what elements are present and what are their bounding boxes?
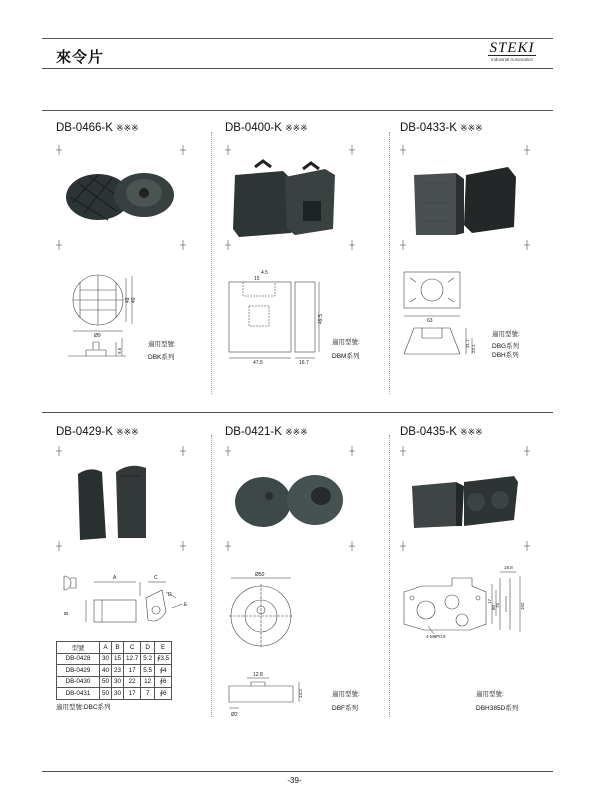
table-cell: 15	[112, 653, 124, 665]
technical-drawing	[400, 566, 530, 640]
table-cell: 17	[124, 665, 141, 677]
technical-drawing	[400, 268, 500, 363]
table-cell: 5.5	[141, 665, 155, 677]
dim-label: 15	[254, 276, 260, 282]
dim-label: 63	[427, 318, 433, 324]
table-row	[57, 665, 172, 677]
page-title: 來令片	[56, 49, 105, 66]
table-header: 型號	[57, 642, 100, 654]
dim-label: 16.7	[299, 360, 309, 366]
technical-drawing	[225, 574, 325, 724]
product-code: DB-0429-K ※※※	[56, 426, 139, 438]
spec-table	[56, 641, 172, 700]
table-cell: 30	[100, 653, 112, 665]
table-header: A	[100, 642, 112, 654]
product-code: DB-0466-K ※※※	[56, 122, 139, 134]
applicable-label: 適用型號:	[332, 691, 360, 698]
dim-label: 80	[491, 604, 496, 610]
dim-label: Ø50	[255, 572, 265, 578]
table-header: D	[141, 642, 155, 654]
dim-label: D	[168, 592, 172, 598]
technical-drawing	[225, 266, 335, 366]
table-cell: DB-0431	[57, 688, 100, 700]
table-header: B	[112, 642, 124, 654]
section-rule-1	[42, 110, 553, 111]
dim-label: Ø2	[231, 712, 238, 718]
dim-label: 31.7	[465, 339, 470, 348]
applicable-value: DBH385D系列	[476, 705, 519, 712]
applicable-models	[476, 690, 518, 713]
applicable-models	[148, 340, 176, 362]
table-cell: 50	[100, 676, 112, 688]
applicable-value: DBG系列	[492, 343, 520, 350]
technical-drawing	[56, 568, 196, 640]
dim-label: 47.5	[253, 360, 263, 366]
dim-label: 9.5	[117, 347, 122, 354]
applicable-value: DBK系列	[148, 354, 175, 361]
table-cell: 22	[124, 676, 141, 688]
applicable-label: 適用型號:	[56, 704, 84, 711]
applicable-models	[56, 703, 111, 712]
product-code: DB-0421-K ※※※	[225, 426, 308, 438]
dim-label: 40	[131, 297, 137, 303]
brand-logo	[488, 41, 536, 62]
dim-label: 22.1	[471, 344, 476, 353]
product-photo	[225, 446, 355, 556]
product-photo	[400, 446, 530, 556]
table-header: E	[155, 642, 172, 654]
product-code: DB-0435-K ※※※	[400, 426, 483, 438]
section-rule-2	[42, 412, 553, 413]
product-code: DB-0433-K ※※※	[400, 122, 483, 134]
dim-label: 19.8	[504, 565, 513, 570]
column-divider	[211, 132, 212, 394]
table-cell: ∮6	[155, 688, 172, 700]
table-row	[57, 653, 172, 665]
dim-label: 4.5	[261, 270, 268, 276]
table-row	[57, 688, 172, 700]
table-header: C	[124, 642, 141, 654]
column-divider	[389, 435, 390, 717]
applicable-label: 適用型號:	[492, 331, 520, 338]
brand-name: STEKI	[489, 40, 535, 56]
hole-callout: 4-M6P0.8	[426, 634, 446, 639]
table-cell: 12	[141, 676, 155, 688]
dim-label: A	[113, 575, 117, 581]
table-cell: 23	[112, 665, 124, 677]
table-cell: 5.2	[141, 653, 155, 665]
product-photo	[56, 446, 186, 556]
dim-label: 76	[495, 602, 500, 608]
applicable-models	[332, 690, 360, 713]
applicable-label: 適用型號:	[476, 691, 504, 698]
applicable-label: 適用型號:	[332, 339, 360, 346]
applicable-models	[492, 330, 520, 360]
table-cell: ∮3.5	[155, 653, 172, 665]
table-cell: DB-0429	[57, 665, 100, 677]
table-cell: 7	[141, 688, 155, 700]
table-cell: 50	[100, 688, 112, 700]
dim-label: B	[64, 611, 70, 615]
table-cell: DB-0430	[57, 676, 100, 688]
applicable-value: DBC系列	[83, 704, 111, 711]
footer-rule	[42, 771, 553, 772]
table-cell: 17	[124, 688, 141, 700]
table-row	[57, 676, 172, 688]
applicable-value: DBH系列	[492, 352, 519, 359]
dim-label: C	[154, 575, 158, 581]
table-header-row	[57, 642, 172, 654]
dim-label: 49	[125, 297, 131, 303]
table-cell: 30	[112, 688, 124, 700]
dim-label: 17	[487, 598, 492, 604]
brand-tagline: Industrial Automation	[490, 57, 534, 62]
product-photo	[56, 145, 186, 255]
column-divider	[389, 132, 390, 394]
product-code: DB-0400-K ※※※	[225, 122, 308, 134]
top-rule	[42, 38, 553, 39]
applicable-value: DBF系列	[332, 705, 358, 712]
dim-label: E	[184, 602, 188, 608]
applicable-models	[332, 338, 360, 361]
technical-drawing	[56, 268, 146, 363]
column-divider	[211, 435, 212, 717]
applicable-value: DBM系列	[332, 353, 360, 360]
product-photo	[400, 145, 530, 255]
table-cell: 40	[100, 665, 112, 677]
table-cell: DB-0428	[57, 653, 100, 665]
dim-label: Ø9	[94, 333, 101, 339]
dim-label: 102	[520, 602, 525, 610]
dim-label: 14.2	[298, 689, 303, 698]
applicable-label: 適用型號:	[148, 341, 176, 348]
table-cell: ∮6	[155, 676, 172, 688]
dim-label: 12.8	[253, 672, 263, 678]
table-cell: 30	[112, 676, 124, 688]
dim-label: 49.5	[318, 314, 324, 324]
page-number: -39-	[287, 776, 302, 785]
table-cell: ∮4	[155, 665, 172, 677]
product-photo	[225, 145, 355, 255]
table-cell: 12.7	[124, 653, 141, 665]
header-rule	[42, 68, 553, 69]
